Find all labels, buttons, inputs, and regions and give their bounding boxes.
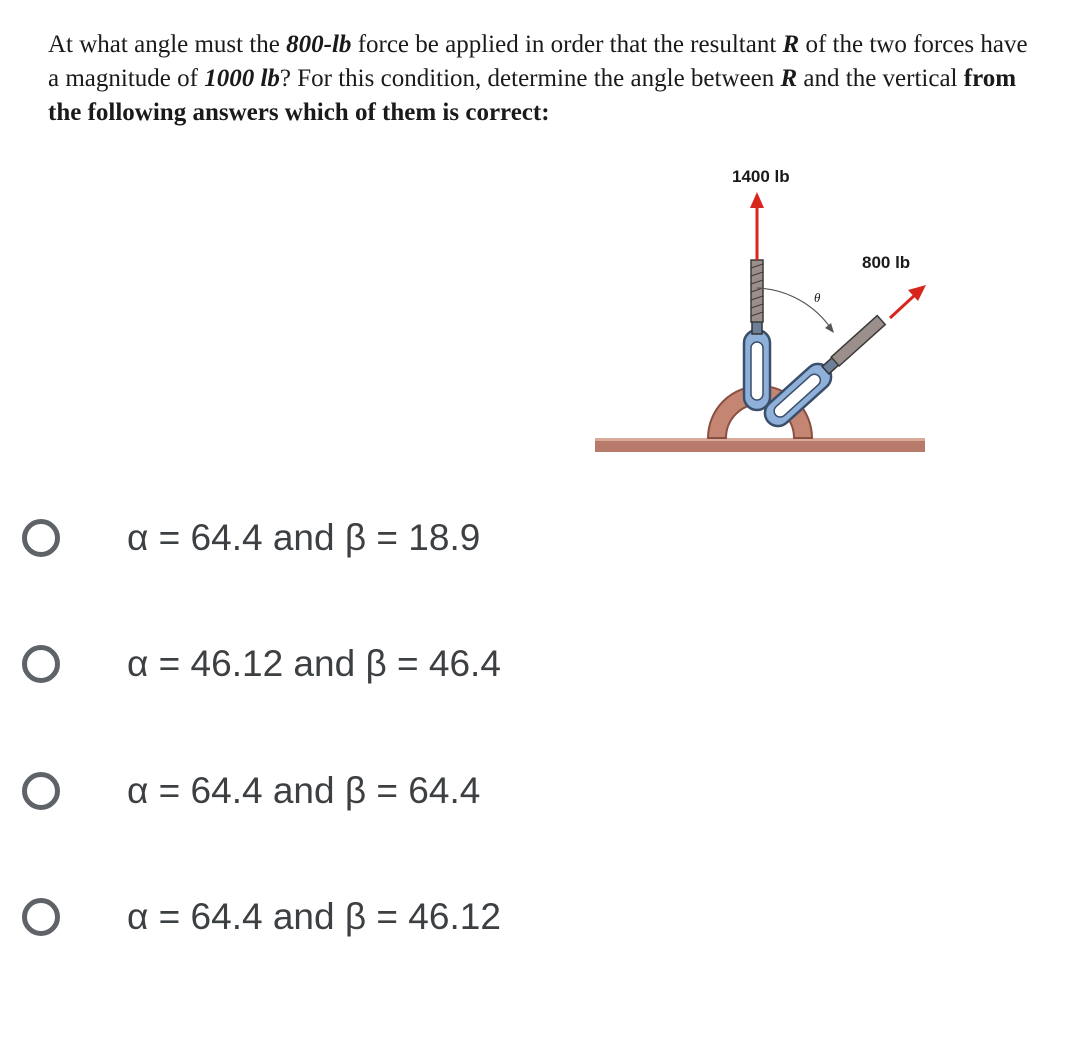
question-resultant-symbol: R — [782, 31, 800, 58]
radio-unselected-icon[interactable] — [22, 772, 60, 810]
answer-option-label: α = 64.4 and β = 64.4 — [127, 770, 481, 811]
arrowhead-vertical — [750, 192, 764, 208]
force-diagram — [590, 160, 930, 460]
radio-unselected-icon[interactable] — [22, 898, 60, 936]
label-1400-lb: 1400 lb — [732, 167, 790, 186]
radio-unselected-icon[interactable] — [22, 645, 60, 683]
question-part: force be applied in order that the resultant — [351, 31, 783, 58]
question-text — [48, 28, 1028, 130]
answer-option-label: α = 64.4 and β = 46.12 — [127, 896, 501, 937]
answer-option[interactable] — [22, 634, 722, 694]
angled-cable — [831, 316, 885, 366]
answer-option[interactable] — [22, 761, 722, 821]
force-arrow-angled — [890, 294, 916, 318]
question-part: of the two forces have a magnitude of — [48, 31, 1028, 92]
label-theta: θ — [814, 290, 821, 305]
answer-option-label: α = 46.12 and β = 46.4 — [127, 643, 501, 684]
angle-arc — [757, 288, 832, 330]
question-part: and the vertical — [797, 65, 964, 92]
label-800-lb: 800 lb — [862, 253, 911, 272]
question-part: ? For this condition, determine the angle between — [279, 65, 781, 92]
radio-unselected-icon[interactable] — [22, 519, 60, 557]
answer-option-label: α = 64.4 and β = 18.9 — [127, 517, 481, 558]
answer-option[interactable] — [22, 508, 722, 568]
question-force-emphasis: 800-lb — [286, 31, 352, 58]
question-part: At what angle must the — [48, 31, 287, 58]
answer-option[interactable] — [22, 887, 722, 947]
question-instruction: from the following answers which of them is correct: — [48, 65, 1017, 126]
question-resultant-symbol: R — [780, 65, 798, 92]
question-magnitude-emphasis: 1000 lb — [204, 65, 280, 92]
